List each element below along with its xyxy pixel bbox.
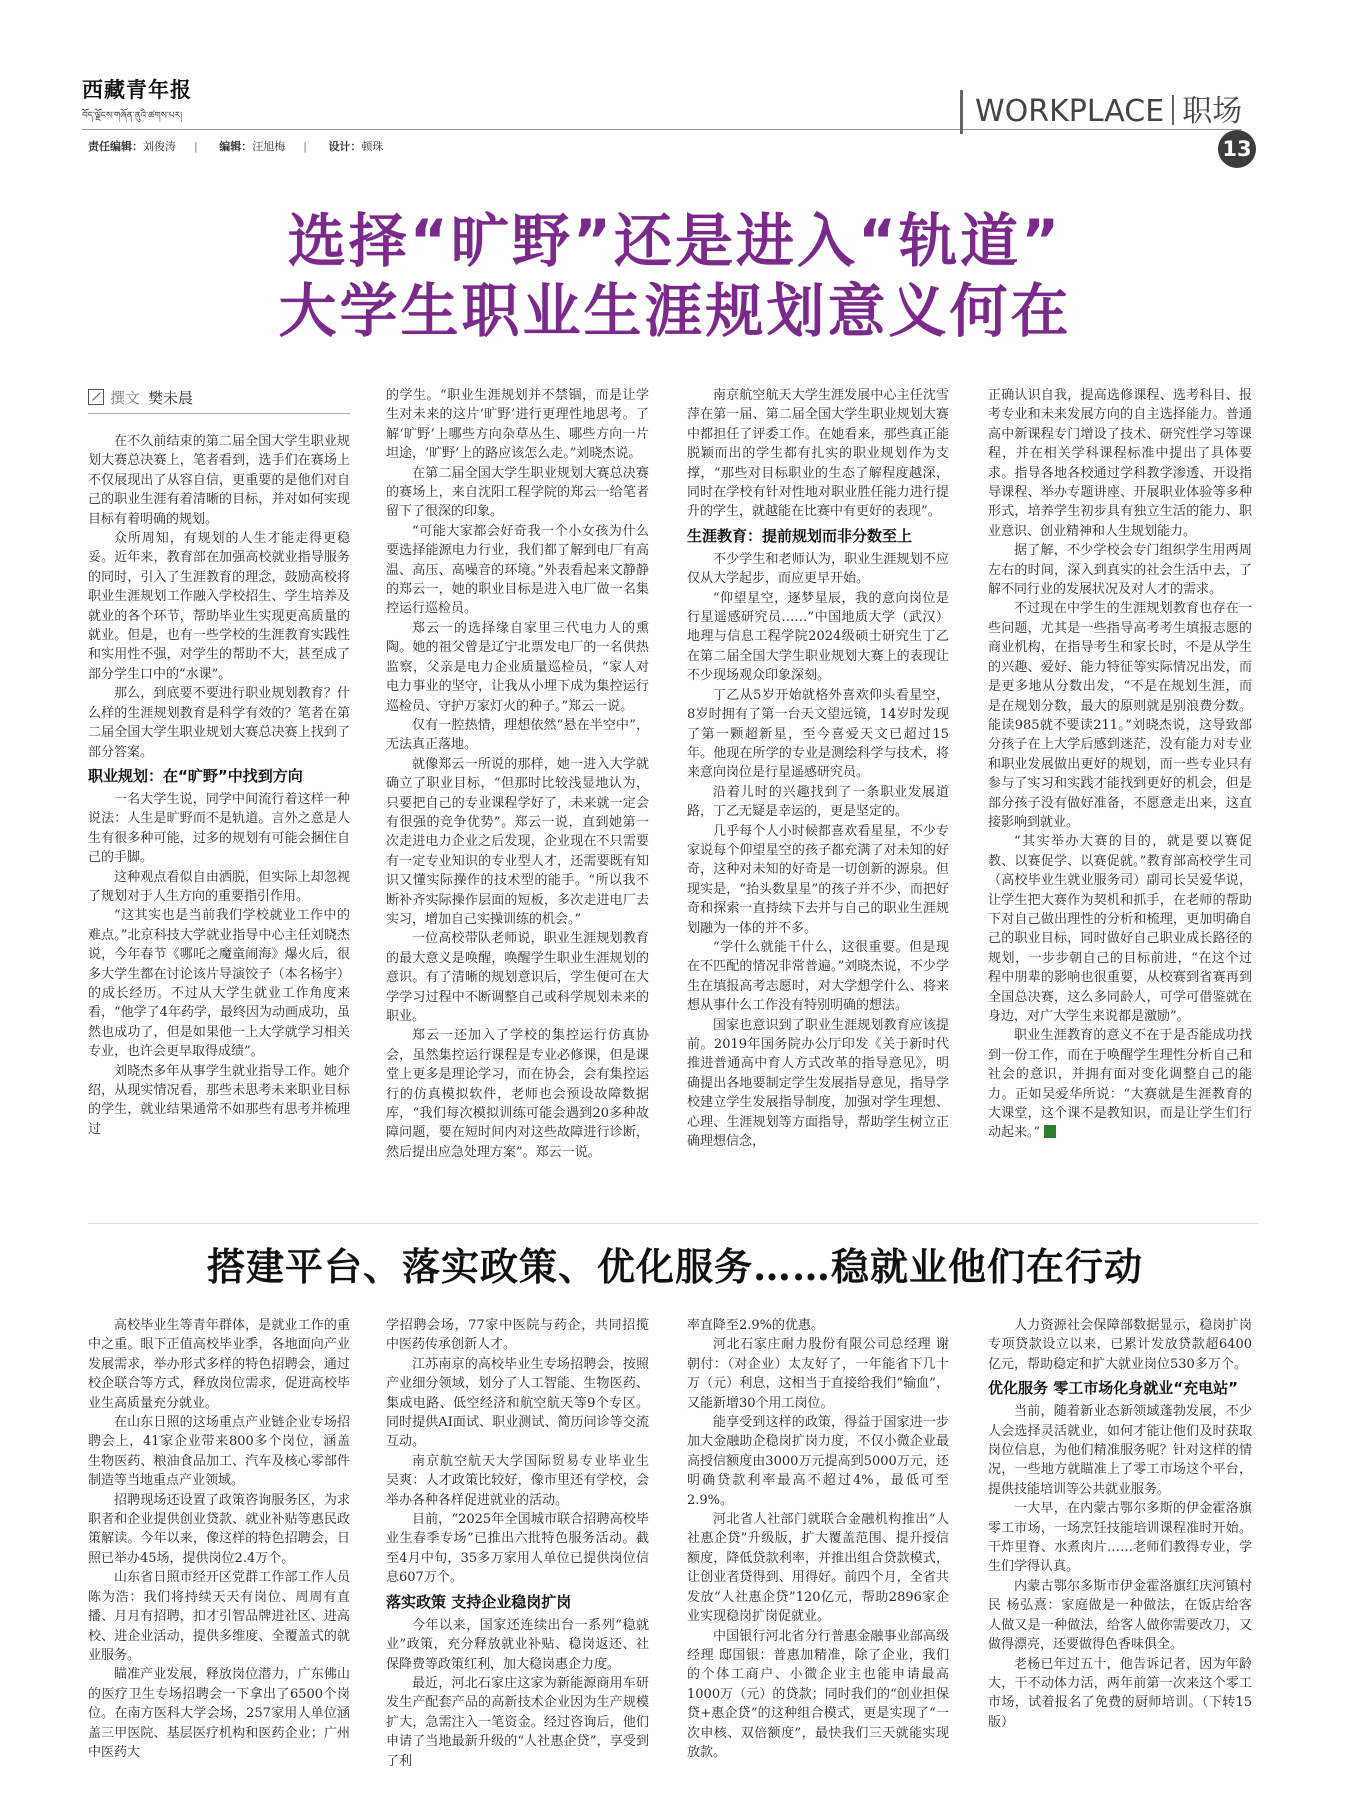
paragraph: 中国银行河北省分行普惠金融事业部高级经理 邸国银：普惠加精准，除了企业，我们的个体工商户、小微企业主也能申请最高1000万（元）的贷款；同时我们的“创业担保贷+惠企贷”的这种组合模式，更是实现了“一次申核、双倍额度”，最快我们三天就能实现放款。 bbox=[687, 1628, 949, 1760]
paragraph: 率直降至2.9%的优惠。 bbox=[687, 1318, 825, 1333]
paragraph: 老杨已年过五十，他告诉记者，因为年龄大，干不动体力活，两年前第一次来这个零工市场，试着报名了免费的厨师培训。（下转15版） bbox=[988, 1656, 1252, 1730]
paragraph: 在第二届全国大学生职业规划大赛总决赛的赛场上，来自沈阳工程学院的郑云一给笔者留下了很深的印象。 bbox=[386, 465, 649, 520]
paragraph: 一位高校带队老师说，职业生涯规划教育的最大意义是唤醒，唤醒学生职业生涯规划的意识。有了清晰的规划意识后，学生便可在大学学习过程中不断调整自己或科学规划未来的职业。 bbox=[386, 931, 649, 1024]
paragraph: 众所周知，有规划的人生才能走得更稳妥。近年来，教育部在加强高校就业指导服务的同时，引入了生涯教育的理念，鼓励高校将职业生涯规划工作融入学校招生、学生培养及就业的各个环节，帮助毕业生实现更高质量的就业。但是，也有一些学校的生涯教育实践性和实用性不强，对学生的帮助不大，甚至成了部分学生口中的“水课”。 bbox=[88, 531, 350, 682]
subheading: 落实政策 支持企业稳岗扩岗 bbox=[386, 1592, 572, 1611]
paragraph: 能享受到这样的政策，得益于国家进一步加大金融助企稳岗扩岗力度，不仅小微企业最高授信额度由3000万元提高到5000万元，还明确贷款利率最高不超过4%，最低可至2.9%。 bbox=[687, 1415, 949, 1508]
paragraph: 国家也意识到了职业生涯规划教育应该提前。2019年国务院办公厅印发《关于新时代推进普通高中育人方式改革的指导意见》，明确提出各地要制定学生发展指导意见，指导学校建立学生发展指导制度，加强对学生理想、心理、生涯规划等方面指导，帮助学生树立正确理想信念， bbox=[687, 1017, 949, 1150]
article2-headline: 搭建平台、落实政策、优化服务……稳就业他们在行动 bbox=[206, 1244, 1143, 1289]
section-label-en: WORKPLACE bbox=[975, 94, 1165, 129]
paragraph: 目前，“2025年全国城市联合招聘高校毕业生春季专场”已推出六批特色服务活动。截至4月中旬，35多万家用人单位已提供岗位信息607万个。 bbox=[386, 1512, 649, 1586]
page-number-badge: 13 bbox=[1218, 130, 1256, 168]
paragraph: 人力资源社会保障部数据显示，稳岗扩岗专项贷款设立以来，已累计发放贷款超6400亿元，帮助稳定和扩大就业岗位530多万个。 bbox=[988, 1318, 1252, 1372]
paragraph: 最近，河北石家庄这家为新能源商用车研发生产配套产品的高新技术企业因为生产规模扩大，急需注入一笔资金。经过咨询后，他们申请了当地最新升级的“人社惠企贷”，享受到了利 bbox=[386, 1675, 649, 1769]
byline-author: 樊未晨 bbox=[148, 389, 194, 407]
paragraph bbox=[988, 1026, 1252, 1142]
masthead bbox=[82, 74, 252, 131]
subheading: 优化服务 零工市场化身就业“充电站” bbox=[988, 1379, 1238, 1398]
article1-column-1 bbox=[88, 432, 350, 1192]
paragraph: 一名大学生说，同学中间流行着这样一种说法：人生是旷野而不是轨道。言外之意是人生有很多种可能，过多的规划有可能会捆住自己的手脚。 bbox=[88, 791, 350, 866]
section-label bbox=[960, 90, 1242, 134]
paragraph: 招聘现场还设置了政策咨询服务区，为求职者和企业提供创业贷款、就业补贴等惠民政策解读。今年以来，像这样的特色招聘会，日照已举办45场，提供岗位2.4万个。 bbox=[88, 1492, 350, 1566]
paragraph: “这其实也是当前我们学校就业工作中的难点。”北京科技大学就业指导中心主任刘晓杰说，今年春节《哪吒之魔童闹海》爆火后，很多大学生都在讨论该片导演饺子（本名杨宇）的成长经历。不过从大学生就业工作角度来看，“他学了4年药学，最终因为动画成功，虽然也成功了，但是如果他一上大学就学习相关专业，也许会更早取得成绩”。 bbox=[88, 908, 350, 1060]
paragraph: 那么，到底要不要进行职业规划教育？什么样的生涯规划教育是科学有效的？笔者在第二届全国大学生职业规划大赛总决赛上找到了部分答案。 bbox=[88, 686, 350, 760]
paragraph: 山东省日照市经开区党群工作部工作人员陈为浩：我们将持续天天有岗位、周周有直播、月月有招聘，扣才引智品牌进社区、进高校、进企业活动，提供多维度、全覆盖式的就业服务。 bbox=[88, 1570, 350, 1663]
article1-column-3 bbox=[687, 386, 949, 1192]
paragraph: 几乎每个人小时候都喜欢看星星，不少专家说每个仰望星空的孩子都充满了对未知的好奇，这种对未知的好奇是一切创新的源泉。但现实是，“抬头数星星”的孩子并不少，而把好奇和探索一直持续下去并与自己的职业生涯规划融为一体的并不多。 bbox=[687, 823, 949, 936]
paragraph: “仰望星空，逐梦星辰，我的意向岗位是行星遥感研究员……”中国地质大学（武汉）地理与信息工程学院2024级硕士研究生丁乙在第二届全国大学生职业规划大赛上的表现让不少现场观众印象深刻。 bbox=[687, 590, 949, 684]
subheading: 生涯教育：提前规划而非分数至上 bbox=[687, 526, 913, 545]
credit-value-editor: 汪旭梅 bbox=[252, 140, 286, 153]
section-label-cn: 职场 bbox=[1182, 94, 1243, 129]
paragraph: 河北石家庄耐力股份有限公司总经理 谢朝付：（对企业）太友好了，一年能省下几十万（元）利息，这相当于直接给我们“输血”，又能新增30个用工岗位。 bbox=[687, 1337, 949, 1411]
paragraph: 江苏南京的高校毕业生专场招聘会，按照产业细分领域，划分了人工智能、生物医药、集成电路、低空经济和航空航天等9个专区。同时提供AI面试、职业测试、简历问诊等交流互动。 bbox=[386, 1356, 649, 1450]
closing-paragraph-text: 职业生涯教育的意义不在于是否能成功找到一份工作，而在于唤醒学生理性分析自己和社会的意识，并拥有面对变化调整自己的能力。正如吴爱华所说：“大赛就是生涯教育的大课堂，这个课不是教知识，而是让学生们行动起来。” bbox=[988, 1028, 1252, 1141]
pen-icon bbox=[88, 389, 104, 405]
paragraph: 高校毕业生等青年群体，是就业工作的重中之重。眼下正值高校毕业季，各地面向产业发展需求，举办形式多样的特色招聘会，通过校企联合等方式，释放岗位需求，促进高校毕业生高质量充分就业。 bbox=[88, 1318, 350, 1411]
article1-column-2 bbox=[386, 386, 649, 1192]
credit-value-editor-in-charge: 刘俊涛 bbox=[143, 140, 176, 153]
subheading: 职业规划：在“旷野”中找到方向 bbox=[88, 766, 303, 785]
paragraph: 内蒙古鄂尔多斯市伊金霍洛旗红庆河镇村民 杨弘熹：家庭做是一种做法，在饭店给客人做又是一种做法，给客人做你需要改刀，又做得漂亮，还要做得色香味俱全。 bbox=[988, 1578, 1252, 1653]
article1-headline-line2: 大学生职业生涯规划意义何在 bbox=[278, 277, 1072, 345]
credit-label-editor-in-charge: 责任编辑： bbox=[88, 140, 143, 153]
paragraph: 学招聘会场，77家中医院与药企，共同招揽中医药传承创新人才。 bbox=[386, 1318, 649, 1353]
article-divider bbox=[88, 1223, 1258, 1224]
paragraph: 今年以来，国家还连续出台一系列“稳就业”政策，充分释放就业补贴、稳岗返还、社保降费等政策红利，加大稳岗惠企力度。 bbox=[386, 1617, 649, 1672]
paragraph: 郑云一还加入了学校的集控运行仿真协会，虽然集控运行课程是专业必修课，但是课堂上更多是理论学习，而在协会，会有集控运行的仿真模拟软件，老师也会预设故障数据库，“我们每次模拟训练可能会遇到20多种故障问题，要在短时间内对这些故障进行诊断，然后提出应急处理方案”。郑云一说。 bbox=[386, 1028, 649, 1160]
article2-column-1 bbox=[88, 1316, 350, 1810]
paragraph: 河北省人社部门就联合金融机构推出“人社惠企贷”升级版，扩大覆盖范围、提升授信额度，降低贷款利率，并推出组合贷款模式，让创业者贷得到、用得好。前四个月，全省共发放“人社惠企贷”120亿元，帮助2896家企业实现稳岗扩岗促就业。 bbox=[687, 1512, 949, 1625]
paragraph: 据了解，不少学校会专门组织学生用两周左右的时间，深入到真实的社会生活中去，了解不同行业的发展状况及对人才的需求。 bbox=[988, 543, 1252, 598]
paragraph: 的学生。“职业生涯规划并不禁锢，而是让学生对未来的这片‘旷野’进行更理性地思考。了解‘旷野’上哪些方向杂草丛生、哪些方向一片坦途，‘旷野’上的路应该怎么走。”刘晓杰说。 bbox=[386, 388, 649, 462]
paragraph: “可能大家都会好奇我一个小女孩为什么要选择能源电力行业，我们都了解到电厂有高温、高压、高噪音的环境。”外表看起来文静静的郑云一，她的职业目标是进入电厂做一名集控运行巡检员。 bbox=[386, 523, 649, 617]
article2-column-4 bbox=[988, 1316, 1252, 1810]
byline bbox=[88, 387, 193, 408]
paragraph: 沿着儿时的兴趣找到了一条职业发展道路，丁乙无疑是幸运的，更是坚定的。 bbox=[687, 784, 949, 820]
paragraph: “其实举办大赛的目的，就是要以赛促教、以赛促学、以赛促就。”教育部高校学生司（高校毕业生就业服务司）副司长吴爱华说，让学生把大赛作为契机和抓手，在老师的帮助下对自己做出理性的分析和梳理，更加明确自己的职业目标，同时做好自己职业成长路径的规划，一步步朝自己的目标前进，“在这个过程中朋辈的影响也很重要，从校赛到省赛再到全国总决赛，这么多同龄人，可学可借鉴就在身边，对广大学生来说都是激励”。 bbox=[988, 834, 1252, 1024]
paragraph: 一大早，在内蒙古鄂尔多斯的伊金霍洛旗零工市场，一场烹饪技能培训课程准时开始。干炸里脊、水煮肉片……老师们教得专业，学生们学得认真。 bbox=[988, 1501, 1252, 1575]
paragraph: 这种观点看似自由洒脱，但实际上却忽视了规划对于人生方向的重要指引作用。 bbox=[88, 869, 350, 904]
paragraph: 当前，随着新业态新领域蓬勃发展，不少人会选择灵活就业，如何才能让他们及时获取岗位信息，为他们精准服务呢？针对这样的情况，一些地方就瞄准上了零工市场这个平台，提供技能培训等公共就业服务。 bbox=[988, 1404, 1252, 1497]
paragraph: 丁乙从5岁开始就格外喜欢仰头看星空，8岁时拥有了第一台天文望远镜，14岁时发现了第一颗超新星，至今喜爱天文已超过15年。他现在所学的专业是测绘科学与技术，将来意向岗位是行星遥感研究员。 bbox=[687, 687, 949, 781]
byline-label: 撰文 bbox=[110, 389, 141, 407]
paragraph: 郑云一的选择缘自家里三代电力人的熏陶。她的祖父曾是辽宁北票发电厂的一名供热监察，父亲是电力企业质量巡检员，“家人对电力事业的坚守，让我从小埋下成为集控运行巡检员、守护万家灯火的种子。”郑云一说。 bbox=[386, 620, 649, 714]
credit-label-design: 设计： bbox=[328, 140, 362, 153]
article2-column-2 bbox=[386, 1316, 649, 1810]
paragraph: 不过现在中学生的生涯规划教育也存在一些问题，尤其是一些指导高考考生填报志愿的商业机构，在指导考生和家长时，不是从学生的兴趣、爱好、能力特征等实际情况出发，而是更多地从分数出发，“不是在规划生涯，而是在规划分数，最大的原则就是别浪费分数。能读985就不要读211。”刘晓杰说，这导致部分孩子在上大学后感到迷茫，没有能力对专业和职业发展做出更好的规划，而一些专业只有参与了实习和实践才能找到更好的机会，但是部分孩子没有做好准备，不愿意走出来，这直接影响到就业。 bbox=[988, 601, 1252, 830]
paragraph: 南京航空航天大学生涯发展中心主任沈雪萍在第一届、第二届全国大学生职业规划大赛中都担任了评委工作。在她看来，那些真正能脱颖而出的学生都有扎实的职业规划作为支撑，“那些对目标职业的生态了解程度越深，同时在学校有针对性地对职业胜任能力进行提升的学生，就越能在比赛中有更好的表现”。 bbox=[687, 388, 949, 520]
paragraph: 仅有一腔热情，理想依然“悬在半空中”，无法真正落地。 bbox=[386, 717, 649, 753]
credit-label-editor: 编辑： bbox=[219, 140, 253, 153]
article1-headline-line1: 选择“旷野”还是进入“轨道” bbox=[287, 207, 1063, 275]
paragraph: 刘晓杰多年从事学生就业指导工作。她介绍，从现实情况看，那些未思考未来职业目标的学生，就业结果通常不如那些有思考并梳理过 bbox=[88, 1063, 350, 1137]
article1-column-4 bbox=[988, 386, 1252, 1192]
paper-name: 西藏青年报 bbox=[82, 77, 192, 102]
paragraph: 在不久前结束的第二届全国大学生职业规划大赛总决赛上，笔者看到，选手们在赛场上不仅展现出了从容自信，更重要的是他们对自己的职业生涯有着清晰的目标，并对如何实现目标有着明确的规划。 bbox=[88, 434, 350, 527]
article2-column-3 bbox=[687, 1316, 949, 1810]
paragraph: 不少学生和老师认为，职业生涯规划不应仅从大学起步，而应更早开始。 bbox=[687, 551, 949, 587]
editor-credits: 责任编辑：刘俊涛 | 编辑：汪旭梅 | 设计：顿珠 bbox=[88, 140, 384, 153]
paragraph: “学什么就能干什么，这很重要。但是现在不匹配的情况非常普遍。”刘晓杰说，不少学生在填报高考志愿时，对大学想学什么、将来想从事什么工作没有特别明确的想法。 bbox=[687, 939, 949, 1014]
paragraph: 在山东日照的这场重点产业链企业专场招聘会上，41家企业带来800多个岗位，涵盖生物医药、粮油食品加工、汽车及核心零部件制造等当地重点产业领域。 bbox=[88, 1415, 350, 1489]
paragraph: 南京航空航天大学国际贸易专业毕业生 吴爽：人才政策比较好，像市里还有学校，会举办各种各样促进就业的活动。 bbox=[386, 1453, 649, 1508]
paragraph: 就像郑云一所说的那样，她一进入大学就确立了职业目标，“但那时比较浅显地认为，只要把自己的专业课程学好了，未来就一定会有很强的竞争优势”。郑云一说，直到她第一次走进电力企业之后发现，企业现在不只需要有一定专业知识的专业型人才，还需要既有知识又懂实际操作的技术型的能手。“所以我不断补齐实际操作层面的短板，多次走进电厂去实习，增加自己实操训练的机会。” bbox=[386, 756, 649, 927]
paper-name-tibetan: བོད་ལྗོངས་གཞོན་ནུའི་ཚགས་པར། bbox=[82, 111, 183, 121]
credit-value-design: 顿珠 bbox=[361, 140, 384, 153]
byline-rule bbox=[88, 413, 350, 414]
paragraph: 正确认识自我，提高选修课程、选考科目、报考专业和未来发展方向的自主选择能力。普通高中新课程专门增设了技术、研究性学习等课程，并在相关学科课程标准中提出了具体要求。指导各地各校通过学科教学渗透、开设指导课程、举办专题讲座、开展职业体验等多种形式，培养学生初步具有独立生活的能力、职业意识、创业精神和人生规划能力。 bbox=[988, 388, 1252, 539]
end-mark-icon bbox=[1044, 1125, 1056, 1138]
paragraph: 瞄准产业发展，释放岗位潜力，广东佛山的医疗卫生专场招聘会一下拿出了6500个岗位。在南方医科大学会场，257家用人单位涵盖三甲医院、基层医疗机构和医药企业；广州中医药大 bbox=[88, 1667, 350, 1760]
